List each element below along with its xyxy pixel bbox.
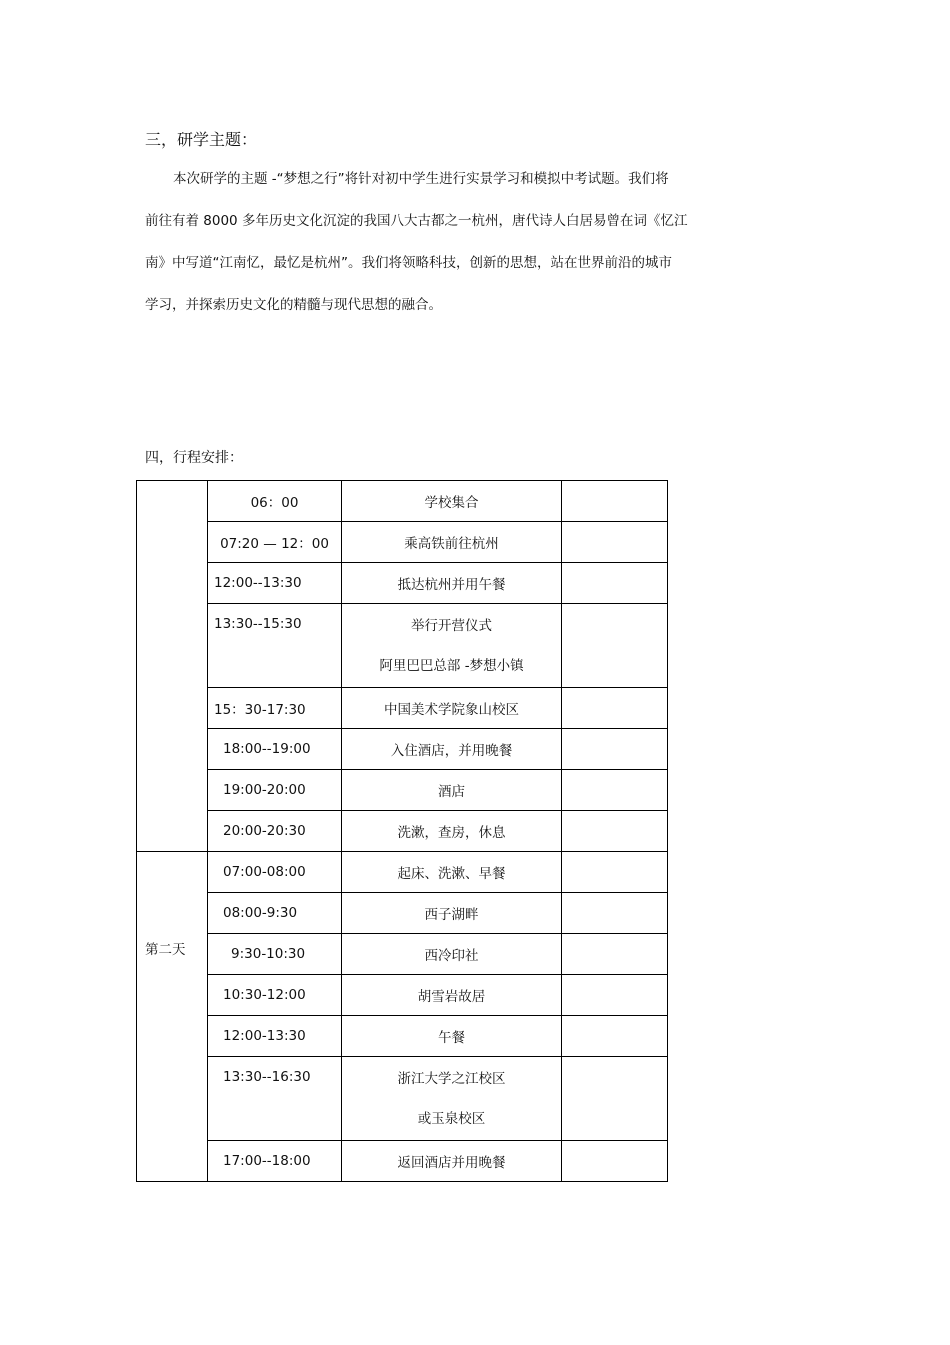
section-3-paragraph: [145, 158, 755, 326]
note-cell: [562, 563, 668, 604]
activity-cell: 起床、洗漱、早餐: [397, 866, 506, 882]
time-cell: 18:00--19:00: [223, 741, 311, 757]
activity-cell: 入住酒店，并用晚餐: [390, 743, 513, 759]
note-cell: [562, 770, 668, 811]
time-cell: 06：00: [250, 495, 299, 511]
table-row: [137, 893, 668, 934]
activity-cell: 浙江大学之江校区: [397, 1070, 506, 1087]
note-cell: [562, 852, 668, 893]
table-row: [137, 770, 668, 811]
activity-cell-line2: 阿里巴巴总部 -梦想小镇: [379, 657, 524, 674]
paragraph-line: 学习，并探索历史文化的精髓与现代思想的融合。: [145, 297, 442, 313]
time-cell: 15：30-17:30: [214, 702, 306, 718]
activity-cell: 胡雪岩故居: [417, 989, 486, 1005]
schedule-table: [136, 480, 668, 1182]
table-row: [137, 975, 668, 1016]
table-row: [137, 1016, 668, 1057]
section-3-heading: 三，研学主题：: [145, 130, 258, 149]
note-cell: [562, 934, 668, 975]
activity-cell: 抵达杭州并用午餐: [397, 577, 506, 593]
table-row: [137, 481, 668, 522]
table-row: [137, 1057, 668, 1141]
activity-cell: 洗漱，查房，休息: [397, 825, 506, 841]
time-cell: 9:30-10:30: [231, 946, 306, 962]
activity-cell: 中国美术学院象山校区: [384, 702, 519, 718]
table-row: [137, 522, 668, 563]
time-cell: 13:30--16:30: [223, 1069, 311, 1085]
day-1-cell: [137, 481, 208, 852]
note-cell: [562, 688, 668, 729]
note-cell: [562, 893, 668, 934]
activity-cell: 举行开营仪式: [411, 617, 492, 634]
table-row: [137, 604, 668, 688]
time-cell: 07:00-08:00: [223, 864, 306, 880]
table-row: [137, 729, 668, 770]
table-row: [137, 1141, 668, 1182]
paragraph-line: 南》中写道“江南忆，最忆是杭州”。我们将领略科技，创新的思想，站在世界前沿的城市: [145, 255, 672, 271]
activity-cell: 返回酒店并用晚餐: [397, 1155, 506, 1171]
paragraph-line: 前往有着 8000 多年历史文化沉淀的我国八大古都之一杭州，唐代诗人白居易曾在词《忆江: [145, 213, 688, 229]
activity-cell: 乘高铁前往杭州: [404, 536, 499, 552]
activity-cell: 西冷印社: [424, 948, 479, 964]
time-cell: 08:00-9:30: [223, 905, 298, 921]
note-cell: [562, 1016, 668, 1057]
section-4-heading: 四，行程安排：: [145, 450, 243, 466]
note-cell: [562, 729, 668, 770]
activity-cell: 酒店: [438, 784, 465, 800]
activity-cell: 午餐: [438, 1030, 465, 1046]
note-cell: [562, 1141, 668, 1182]
time-cell: 13:30--15:30: [214, 616, 302, 632]
activity-cell-line2: 或玉泉校区: [417, 1110, 486, 1127]
note-cell: [562, 481, 668, 522]
note-cell: [562, 604, 668, 688]
table-row: [137, 934, 668, 975]
table-row: [137, 852, 668, 893]
note-cell: [562, 811, 668, 852]
time-cell: 20:00-20:30: [223, 823, 306, 839]
table-row: [137, 563, 668, 604]
time-cell: 12:00-13:30: [223, 1028, 306, 1044]
time-cell: 19:00-20:00: [223, 782, 306, 798]
day-2-label: 第二天: [145, 942, 186, 958]
time-cell: 12:00--13:30: [214, 575, 302, 591]
note-cell: [562, 1057, 668, 1141]
table-row: [137, 811, 668, 852]
time-cell: 17:00--18:00: [223, 1153, 311, 1169]
time-cell: 10:30-12:00: [223, 987, 306, 1003]
activity-cell: 学校集合: [424, 495, 479, 511]
activity-cell: 西子湖畔: [424, 907, 479, 923]
time-cell: 07:20 — 12：00: [220, 536, 329, 552]
paragraph-line: 本次研学的主题 -“梦想之行”将针对初中学生进行实景学习和模拟中考试题。我们将: [173, 171, 669, 187]
note-cell: [562, 975, 668, 1016]
day-2-cell: [137, 852, 208, 1182]
table-row: [137, 688, 668, 729]
note-cell: [562, 522, 668, 563]
